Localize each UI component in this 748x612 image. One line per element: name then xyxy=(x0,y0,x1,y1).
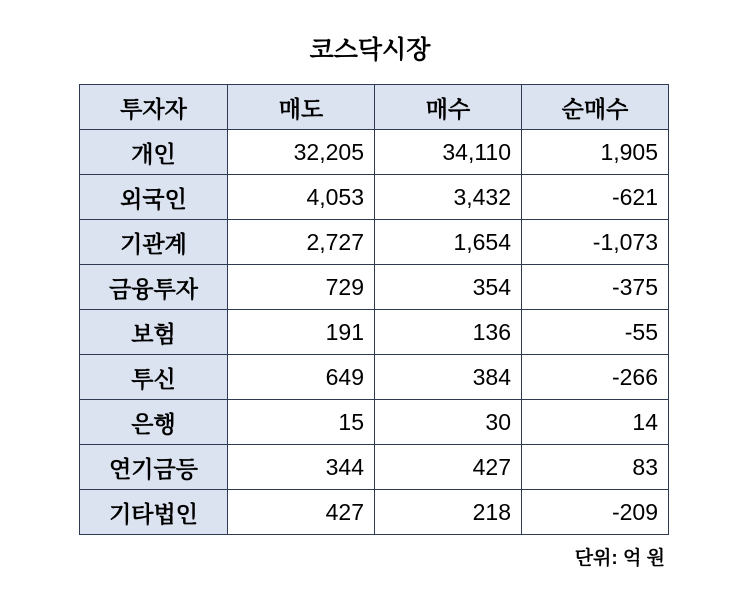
cell-buy: 354 xyxy=(375,265,522,310)
table-body xyxy=(80,130,669,535)
row-label: 은행 xyxy=(80,400,228,445)
cell-sell: 344 xyxy=(228,445,375,490)
row-label: 연기금등 xyxy=(80,445,228,490)
cell-buy: 218 xyxy=(375,490,522,535)
column-header-net-buy: 순매수 xyxy=(522,85,669,130)
unit-note: 단위: 억 원 xyxy=(574,548,665,569)
column-header-sell: 매도 xyxy=(228,85,375,130)
table-header xyxy=(80,85,669,130)
table-row xyxy=(80,400,669,445)
table-row xyxy=(80,220,669,265)
row-label: 투신 xyxy=(80,355,228,400)
investor-table-container xyxy=(79,84,669,535)
column-header-investor: 투자자 xyxy=(80,85,228,130)
cell-buy: 34,110 xyxy=(375,130,522,175)
cell-sell: 32,205 xyxy=(228,130,375,175)
cell-sell: 729 xyxy=(228,265,375,310)
page-title: 코스닥시장 xyxy=(309,36,431,64)
cell-buy: 30 xyxy=(375,400,522,445)
cell-net-buy: -375 xyxy=(522,265,669,310)
table-row xyxy=(80,175,669,220)
cell-buy: 427 xyxy=(375,445,522,490)
cell-net-buy: -209 xyxy=(522,490,669,535)
cell-buy: 3,432 xyxy=(375,175,522,220)
cell-sell: 15 xyxy=(228,400,375,445)
row-label: 개인 xyxy=(80,130,228,175)
row-label: 기관계 xyxy=(80,220,228,265)
row-label: 보험 xyxy=(80,310,228,355)
cell-net-buy: 83 xyxy=(522,445,669,490)
table-row xyxy=(80,130,669,175)
table-row xyxy=(80,445,669,490)
column-header-buy: 매수 xyxy=(375,85,522,130)
table-row xyxy=(80,310,669,355)
cell-buy: 384 xyxy=(375,355,522,400)
cell-sell: 427 xyxy=(228,490,375,535)
table-row xyxy=(80,355,669,400)
table-row xyxy=(80,265,669,310)
cell-buy: 136 xyxy=(375,310,522,355)
cell-sell: 649 xyxy=(228,355,375,400)
investor-trading-table xyxy=(79,84,669,535)
table-header-row xyxy=(80,85,669,130)
cell-net-buy: 1,905 xyxy=(522,130,669,175)
cell-sell: 4,053 xyxy=(228,175,375,220)
cell-sell: 2,727 xyxy=(228,220,375,265)
cell-net-buy: 14 xyxy=(522,400,669,445)
cell-net-buy: -266 xyxy=(522,355,669,400)
cell-buy: 1,654 xyxy=(375,220,522,265)
row-label: 외국인 xyxy=(80,175,228,220)
cell-net-buy: -55 xyxy=(522,310,669,355)
row-label: 기타법인 xyxy=(80,490,228,535)
row-label: 금융투자 xyxy=(80,265,228,310)
cell-sell: 191 xyxy=(228,310,375,355)
cell-net-buy: -621 xyxy=(522,175,669,220)
table-row xyxy=(80,490,669,535)
cell-net-buy: -1,073 xyxy=(522,220,669,265)
